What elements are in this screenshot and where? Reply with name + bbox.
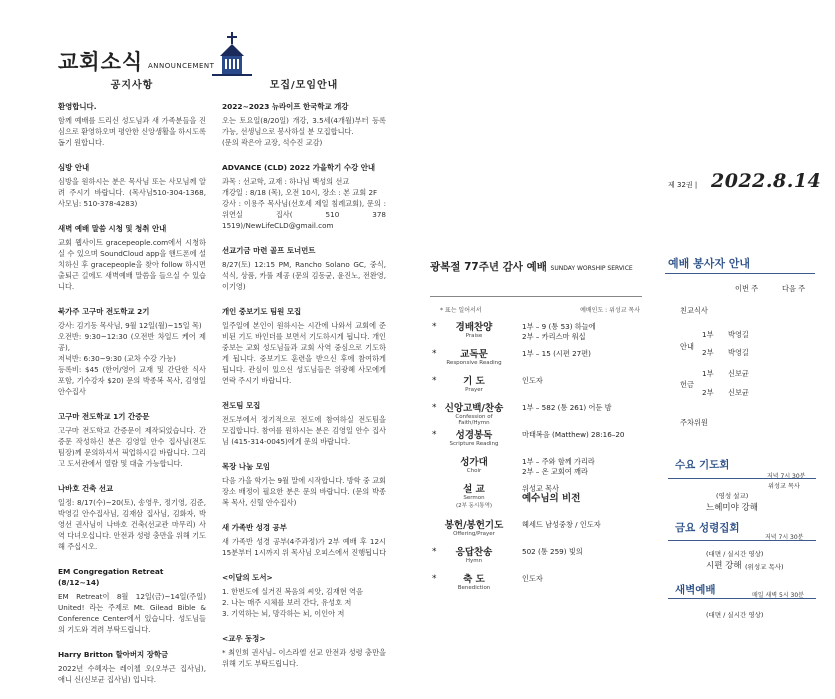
news-body: 과목 : 선교학, 교재 : 하나님 백성의 선교 개강일 : 8/18 (목), 오전 10시, 장소 : 본 교회 2F 강사 : 이용주 목사님(선호세 제일 침례교회), 문의 : 위연실 집사( 510 378 1519)/NewLifeCLD@gmail.com [222, 177, 386, 230]
order-item-detail: 1부 – 주와 함께 가리라 2부 – 온 교회여 깨라 [522, 457, 595, 476]
page-subtitle: ANNOUNCEMENT [148, 62, 215, 70]
news-item [222, 461, 386, 508]
sermon-title: 예수님의 비전 [522, 493, 581, 504]
order-item-detail: 502 (통 259) 빛의 [522, 547, 583, 556]
news-item [222, 572, 386, 619]
news-body: 교회 웹사이트 gracepeople.com에서 시청하실 수 있으며 SoundCloud app을 핸드폰에 설치하신 후 gracepeople을 찾아 follow 하시면 출퇴근 길에도 새벽예배 말씀을 들으실 수 있습니다. [58, 238, 206, 291]
news-title: 고구마 전도학교 1기 간증문 [58, 412, 150, 421]
news-body: 강사: 김기동 목사님, 9월 12일(월)~15일 목) 오전반: 9:30~12:30 (오전반 차일드 케어 제공), 저녁반: 6:30~9:30 (교차 수강 가능) 등록비: $45 (한어/영어 교재 및 간단한 식사 포함, 기수강자 $20) 문의 박종복 목사, 김영일 안수집사 [58, 321, 206, 396]
order-item-english: Scripture Reading [449, 441, 499, 447]
dawn-time: 매일 새벽 5시 30분 [752, 592, 804, 599]
news-title: 나바호 건축 선교 [58, 484, 114, 493]
news-item [222, 306, 386, 386]
news-item [58, 411, 206, 469]
news-item [222, 633, 386, 669]
order-item-english: Offering/Prayer [453, 531, 495, 537]
order-item [430, 480, 645, 516]
news-body: 1. 한번도에 실거진 복음의 씨앗, 김재현 역음 2. 나는 매주 시체를 보러 간다, 유성호 저 3. 기억하는 뇌, 망각하는 뇌, 이인아 저 [222, 587, 363, 618]
news-title: 북가주 고구마 전도학교 2기 [58, 307, 150, 316]
order-item-english: Sermon (2부 동시통역) [455, 495, 493, 509]
news-body: * 최인희 권사님– 이스라엘 선교 안전과 성령 충만을 위해 기도 부탁드립니다. [222, 648, 386, 668]
order-item [430, 345, 645, 372]
news-body: 오는 토요일(8/20일) 개강, 3.5세(4개월)부터 등록 가능, 선생님으로 봉사하실 분 모집합니다. (문의 곽은아 교장, 석수진 교감) [222, 116, 386, 147]
divider [668, 540, 816, 541]
wednesday-role: (영성 설교) [716, 492, 749, 500]
offering-part: 2부 [702, 388, 714, 397]
news-item [222, 101, 386, 148]
news-title: 전도팀 모집 [222, 401, 261, 410]
friday-leader: (위성교 목사) [745, 563, 784, 571]
news-body: EM Retreat이 8월 12일(금)~14일(주일) United! 라는 주제로 Mt. Gilead Bible & Conference Center에서 있습니다. 성도님들의 기도와 격려 부탁드립니다. [58, 592, 206, 634]
order-item-english: Confession of Faith/Hymn [455, 414, 493, 426]
order-item [430, 516, 645, 543]
col-next-week: 다음 주 [782, 284, 806, 293]
order-item [430, 543, 645, 570]
order-item-detail: 1부 – 15 (시편 27편) [522, 349, 591, 358]
wednesday-leader: 위성교 목사 [768, 483, 800, 490]
offering-part: 1부 [702, 369, 714, 378]
news-item [222, 400, 386, 447]
stand-marker: * [432, 322, 437, 332]
order-item-title: 봉헌/봉헌기도 [444, 520, 504, 531]
order-item-english: Praise [465, 333, 483, 339]
divider [665, 273, 815, 274]
news-item [58, 306, 206, 397]
news-item [222, 162, 386, 231]
announcements-heading: 공지사항 [110, 80, 154, 91]
news-item [58, 566, 206, 635]
usher-name: 박영길 [728, 348, 749, 357]
order-item-title: 기 도 [463, 376, 485, 387]
order-item-english: Benediction [457, 585, 491, 591]
meetings-column [222, 80, 386, 683]
parking-label: 주차위원 [680, 418, 708, 427]
news-body: 전도부에서 정기적으로 전도에 참여하실 전도팀을 모집합니다. 참여를 원하시는 분은 김영일 안수 집사님 (415-314-0045)에게 문의 바랍니다. [222, 415, 386, 446]
divider [430, 296, 642, 297]
order-item-title: 경배찬양 [455, 322, 493, 333]
dawn-title: 새벽예배 [675, 584, 716, 596]
order-item-english: Hymn [465, 558, 483, 564]
news-item [222, 245, 386, 292]
news-title: 목장 나눔 모임 [222, 462, 270, 471]
order-item-english: Prayer [465, 387, 483, 393]
stand-marker: * [432, 574, 437, 584]
news-body: 함께 예배를 드리신 성도님과 새 가족분들을 진심으로 환영하오며 평안한 신앙생활을 하시도록 돕기 원합니다. [58, 116, 207, 147]
news-title: ADVANCE (CLD) 2022 가을학기 수강 안내 [222, 163, 376, 172]
order-item-title: 설 교 [463, 484, 485, 495]
issue-date: 2022.8.14 [711, 170, 822, 192]
news-title: EM Congregation Retreat (8/12~14) [58, 567, 164, 587]
news-body: 8/27(토) 12:15 PM, Rancho Solano GC, 중식, 석식, 상품, 카풀 제공 (문의 김동균, 윤진노, 전완영, 이기영) [222, 260, 386, 291]
order-item-title: 신앙고백/찬송 [444, 403, 504, 414]
news-item [222, 522, 386, 558]
news-item [58, 223, 206, 292]
news-item [58, 649, 206, 685]
service-meta [440, 305, 640, 314]
order-item-title: 성가대 [460, 457, 488, 468]
meetings-heading: 모집/모임안내 [269, 80, 339, 91]
service-title: 광복절 77주년 감사 예배 SUNDAY WORSHIP SERVICE [430, 261, 633, 273]
order-of-service [430, 318, 645, 597]
offering-name: 신보균 [728, 388, 749, 397]
volunteers-title: 예배 봉사자 안내 [668, 257, 751, 270]
news-title: 선교기금 마련 골프 토너먼트 [222, 246, 316, 255]
news-item [58, 483, 206, 552]
usher-part: 1부 [702, 330, 714, 339]
order-item [430, 453, 645, 480]
order-item-detail: 인도자 [522, 574, 543, 583]
friday-topic: 시편 강해 [706, 561, 742, 571]
order-item-title: 교독문 [460, 349, 488, 360]
order-item [430, 570, 645, 597]
news-title: 2022~2023 뉴라이프 한국학교 개강 [222, 102, 349, 111]
stand-marker: * [432, 547, 437, 557]
order-item-detail: 인도자 [522, 376, 543, 385]
news-title: <이달의 도서> [222, 573, 273, 582]
offering-name: 신보균 [728, 369, 749, 378]
order-item-detail: 1부 – 9 (통 53) 하늘에 2부 – 카리스마 워십 [522, 322, 596, 341]
order-item [430, 399, 645, 426]
news-body: 다음 가을 학기는 9월 말에 시작합니다. 방학 중 교회 장소 배정이 필요한 분은 문의 바랍니다. (문의 박종복 목사, 신혈 안수집사) [222, 476, 386, 507]
wednesday-time: 저녁 7시 30분 [767, 473, 806, 480]
order-item-detail: 1부 – 582 (통 261) 어둔 밤 [522, 403, 612, 412]
order-item [430, 318, 645, 345]
divider [668, 598, 816, 599]
order-item-title: 응답찬송 [455, 547, 493, 558]
order-item-title: 성경봉독 [455, 430, 493, 441]
page-title: 교회소식 [58, 50, 144, 74]
friday-title: 금요 성령집회 [675, 522, 740, 534]
wednesday-title: 수요 기도회 [675, 459, 730, 471]
offering-label: 헌금 [680, 380, 694, 389]
stand-marker: * [432, 376, 437, 386]
announcements-column [58, 80, 206, 699]
order-item-detail: 헤세드 남성중창 / 인도자 [522, 520, 601, 529]
wednesday-topic: 느헤미야 강해 [706, 503, 758, 513]
usher-name: 박영길 [728, 330, 749, 339]
service-note: * 표는 일어서서 [440, 307, 482, 314]
service-leader: 예배인도 : 위성교 목사 [580, 307, 640, 314]
friday-time: 저녁 7시 30분 [765, 534, 804, 541]
friday-role: (대면 / 실시간 영상) [706, 550, 764, 558]
order-item [430, 372, 645, 399]
news-title: Harry Britton 할아버지 장학금 [58, 650, 169, 659]
news-body: 심방을 원하시는 분은 목사님 또는 사모님께 알려 주시기 바랍니다. (목사님510-304-1368, 사모님: 510-378-4283) [58, 177, 206, 208]
news-title: 개인 중보기도 팀원 모집 [222, 307, 302, 316]
news-body: 새 가족반 성경 공부(4주과정)가 2부 예배 후 12시 15분부터 1시까지 위 목사님 오피스에서 진행됩니다 [222, 537, 387, 557]
news-body: 고구마 전도학교 간증문이 제작되었습니다. 간증문 작성하신 분은 김영일 안수 집사님(전도 팀장)께 문의하셔서 픽업하시길 바랍니다. 그리고 도서관에서 열람 및 대출 가능합니다. [58, 426, 206, 468]
news-title: 새 가족반 성경 공부 [222, 523, 287, 532]
news-item [58, 162, 206, 209]
usher-label: 안내 [680, 342, 694, 351]
welcome-label: 친교식사 [680, 306, 708, 315]
news-body: 일주일에 본인이 원하시는 시간에 나와서 교회에 준비된 기도 바인더를 보면서 기도하시게 됩니다. 개인 중보는 교회 성도님들과 교회 사역 중심으로 기도하게 됩니다. 중보기도 훈련을 받으신 후에 참여하게 됩니다. 관심이 있으신 성도님들은 위광혜 사모에게 연락 주시기 바랍니다. [222, 321, 386, 385]
order-item-detail: 마태복음 (Matthew) 28:16–20 [522, 430, 625, 439]
news-title: 새벽 예배 말씀 시청 및 청취 안내 [58, 224, 167, 233]
news-title: 심방 안내 [58, 163, 90, 172]
stand-marker: * [432, 430, 437, 440]
divider [668, 478, 816, 479]
order-item-detail: 위성교 목사 [522, 484, 560, 493]
order-item-english: Responsive Reading [446, 360, 502, 366]
stand-marker: * [432, 349, 437, 359]
church-icon [212, 32, 252, 76]
issue-volume: 제 32권 | [668, 181, 698, 189]
dawn-role: (대면 / 실시간 영상) [706, 611, 764, 619]
col-this-week: 이번 주 [735, 284, 759, 293]
usher-part: 2부 [702, 348, 714, 357]
order-item-title: 축 도 [463, 574, 485, 585]
news-item [58, 101, 206, 148]
news-title: 환영합니다. [58, 102, 97, 111]
news-body: 일정: 8/17(수)~20(토), 송영우, 정기영, 김준, 박영길 안수집사님, 김재삼 집사님, 김화자, 박영선 권사님이 나바호 건축(선교관 마무리) 사역 다녀오십니다. 안전과 성령 충만을 위해 기도해 주십시오. [58, 498, 206, 551]
order-item [430, 426, 645, 453]
news-title: <교우 동정> [222, 634, 266, 643]
stand-marker: * [432, 403, 437, 413]
order-item-english: Choir [466, 468, 482, 474]
news-body: 2022년 수혜자는 레이첼 오(오부근 집사님), 애니 신(신보균 집사님) 입니다. [58, 664, 206, 684]
